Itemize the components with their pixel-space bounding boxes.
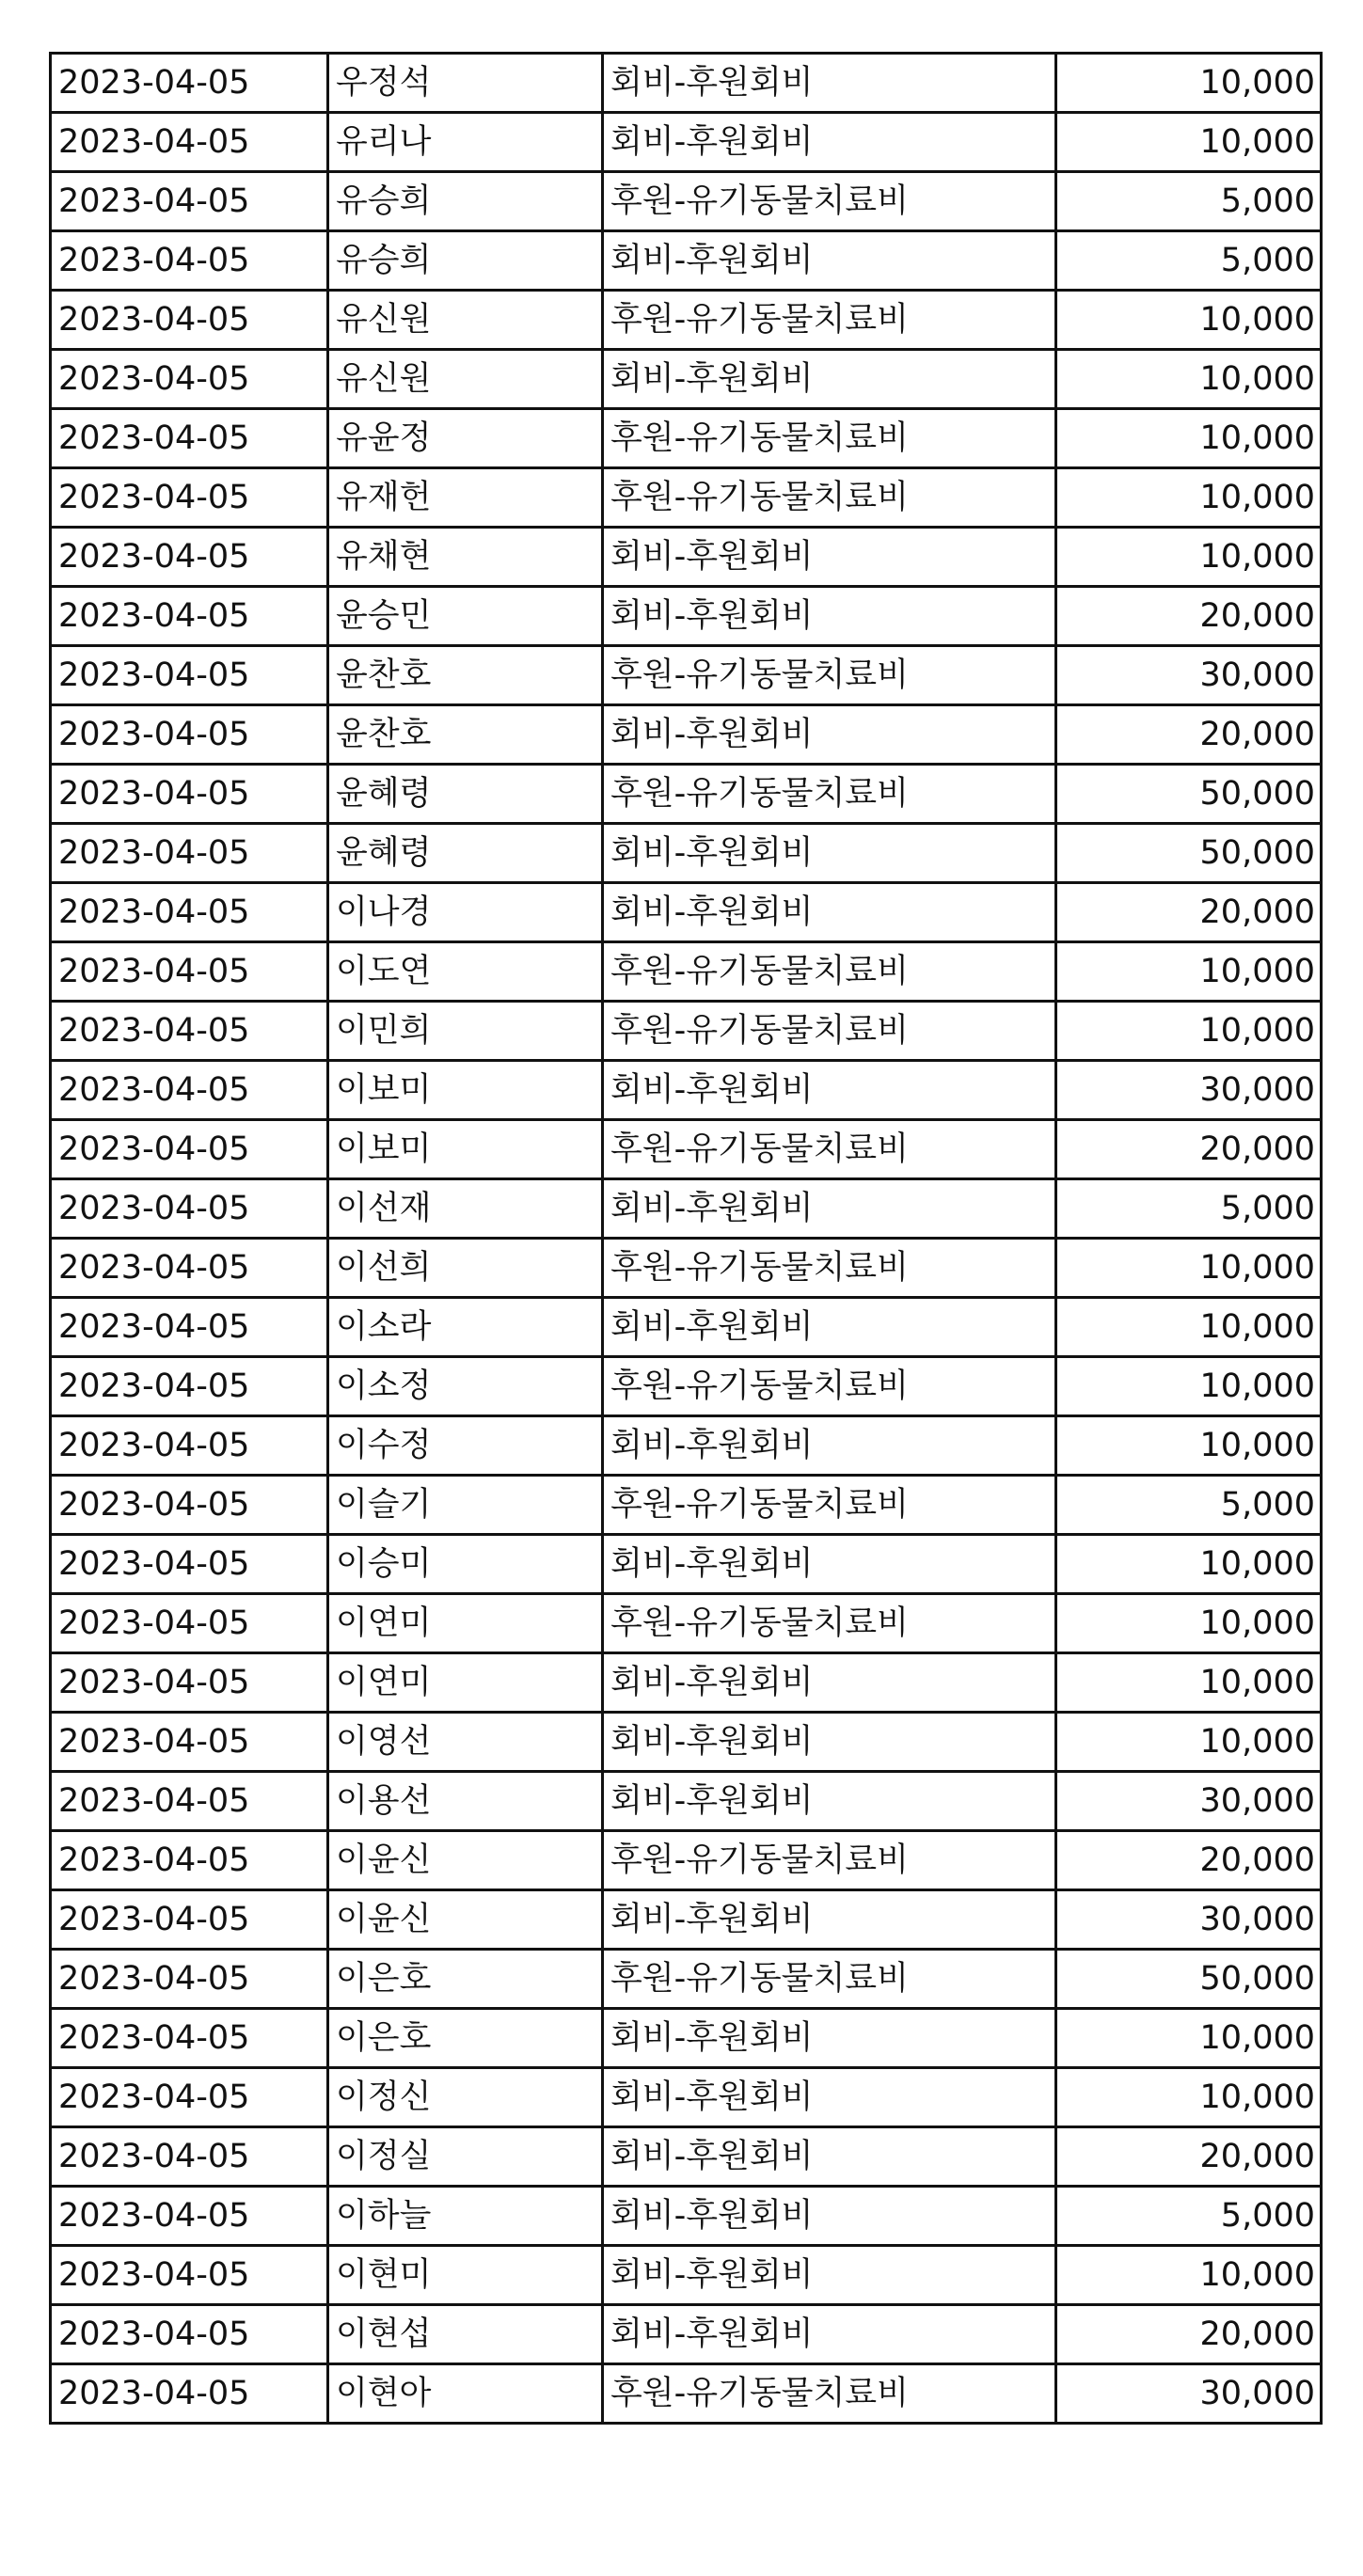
ledger-body [51,54,1322,2424]
date-cell: 2023-04-05 [51,2364,328,2424]
amount-cell: 10,000 [1056,1416,1322,1476]
amount-cell: 10,000 [1056,1357,1322,1416]
table-row [51,1061,1322,1120]
donor-name-cell: 이영선 [328,1713,603,1772]
date-cell: 2023-04-05 [51,1357,328,1416]
amount-cell: 10,000 [1056,2068,1322,2127]
date-cell: 2023-04-05 [51,646,328,705]
category-cell: 후원-유기동물치료비 [603,2364,1056,2424]
amount-cell: 10,000 [1056,1713,1322,1772]
donor-name-cell: 이윤신 [328,1890,603,1950]
table-row [51,883,1322,942]
amount-cell: 20,000 [1056,1831,1322,1890]
table-row [51,705,1322,765]
category-cell: 회비-후원회비 [603,2246,1056,2305]
date-cell: 2023-04-05 [51,2187,328,2246]
date-cell: 2023-04-05 [51,528,328,587]
date-cell: 2023-04-05 [51,1950,328,2009]
table-row [51,2305,1322,2364]
amount-cell: 30,000 [1056,1772,1322,1831]
amount-cell: 50,000 [1056,1950,1322,2009]
date-cell: 2023-04-05 [51,468,328,528]
amount-cell: 10,000 [1056,54,1322,113]
date-cell: 2023-04-05 [51,765,328,824]
category-cell: 후원-유기동물치료비 [603,291,1056,350]
date-cell: 2023-04-05 [51,409,328,468]
donor-name-cell: 윤승민 [328,587,603,646]
table-row [51,942,1322,1002]
category-cell: 회비-후원회비 [603,113,1056,172]
date-cell: 2023-04-05 [51,1772,328,1831]
amount-cell: 50,000 [1056,824,1322,883]
date-cell: 2023-04-05 [51,1416,328,1476]
category-cell: 회비-후원회비 [603,1772,1056,1831]
amount-cell: 10,000 [1056,1298,1322,1357]
category-cell: 회비-후원회비 [603,1298,1056,1357]
category-cell: 후원-유기동물치료비 [603,1476,1056,1535]
amount-cell: 5,000 [1056,2187,1322,2246]
donor-name-cell: 이보미 [328,1120,603,1179]
date-cell: 2023-04-05 [51,1120,328,1179]
table-row [51,646,1322,705]
date-cell: 2023-04-05 [51,231,328,291]
donor-name-cell: 이연미 [328,1594,603,1653]
donor-name-cell: 유승희 [328,231,603,291]
table-row [51,2068,1322,2127]
table-row [51,2364,1322,2424]
date-cell: 2023-04-05 [51,2127,328,2187]
donor-name-cell: 유채현 [328,528,603,587]
amount-cell: 10,000 [1056,2009,1322,2068]
table-row [51,1772,1322,1831]
category-cell: 회비-후원회비 [603,587,1056,646]
table-row [51,231,1322,291]
date-cell: 2023-04-05 [51,1476,328,1535]
amount-cell: 20,000 [1056,1120,1322,1179]
category-cell: 회비-후원회비 [603,2187,1056,2246]
category-cell: 후원-유기동물치료비 [603,1594,1056,1653]
category-cell: 후원-유기동물치료비 [603,1357,1056,1416]
table-row [51,1950,1322,2009]
table-row [51,1179,1322,1239]
donor-name-cell: 이현아 [328,2364,603,2424]
amount-cell: 30,000 [1056,646,1322,705]
amount-cell: 10,000 [1056,942,1322,1002]
donor-name-cell: 이정실 [328,2127,603,2187]
donor-name-cell: 이슬기 [328,1476,603,1535]
category-cell: 회비-후원회비 [603,1535,1056,1594]
donor-name-cell: 유윤정 [328,409,603,468]
table-row [51,1298,1322,1357]
amount-cell: 5,000 [1056,1179,1322,1239]
donor-name-cell: 윤혜령 [328,824,603,883]
category-cell: 회비-후원회비 [603,2068,1056,2127]
table-row [51,824,1322,883]
donor-name-cell: 이수정 [328,1416,603,1476]
donor-name-cell: 이나경 [328,883,603,942]
table-row [51,172,1322,231]
donor-name-cell: 이민희 [328,1002,603,1061]
donor-name-cell: 우정석 [328,54,603,113]
date-cell: 2023-04-05 [51,1653,328,1713]
amount-cell: 30,000 [1056,2364,1322,2424]
donor-name-cell: 이소라 [328,1298,603,1357]
amount-cell: 30,000 [1056,1061,1322,1120]
date-cell: 2023-04-05 [51,705,328,765]
table-row [51,587,1322,646]
date-cell: 2023-04-05 [51,1061,328,1120]
category-cell: 회비-후원회비 [603,231,1056,291]
category-cell: 회비-후원회비 [603,1653,1056,1713]
date-cell: 2023-04-05 [51,1535,328,1594]
date-cell: 2023-04-05 [51,1298,328,1357]
date-cell: 2023-04-05 [51,1831,328,1890]
date-cell: 2023-04-05 [51,350,328,409]
amount-cell: 10,000 [1056,1653,1322,1713]
category-cell: 회비-후원회비 [603,705,1056,765]
date-cell: 2023-04-05 [51,172,328,231]
category-cell: 회비-후원회비 [603,1416,1056,1476]
amount-cell: 10,000 [1056,2246,1322,2305]
category-cell: 회비-후원회비 [603,528,1056,587]
table-row [51,1357,1322,1416]
donor-name-cell: 이선희 [328,1239,603,1298]
category-cell: 후원-유기동물치료비 [603,942,1056,1002]
donor-name-cell: 이윤신 [328,1831,603,1890]
date-cell: 2023-04-05 [51,2246,328,2305]
table-row [51,2246,1322,2305]
table-row [51,54,1322,113]
category-cell: 후원-유기동물치료비 [603,468,1056,528]
donor-name-cell: 유승희 [328,172,603,231]
donor-name-cell: 윤혜령 [328,765,603,824]
date-cell: 2023-04-05 [51,1713,328,1772]
donor-name-cell: 유신원 [328,291,603,350]
category-cell: 회비-후원회비 [603,2127,1056,2187]
amount-cell: 10,000 [1056,1535,1322,1594]
category-cell: 후원-유기동물치료비 [603,172,1056,231]
date-cell: 2023-04-05 [51,883,328,942]
table-row [51,1239,1322,1298]
amount-cell: 10,000 [1056,409,1322,468]
amount-cell: 5,000 [1056,1476,1322,1535]
table-row [51,1476,1322,1535]
date-cell: 2023-04-05 [51,824,328,883]
category-cell: 후원-유기동물치료비 [603,1239,1056,1298]
donor-name-cell: 윤찬호 [328,646,603,705]
table-row [51,1653,1322,1713]
donor-name-cell: 이소정 [328,1357,603,1416]
category-cell: 회비-후원회비 [603,824,1056,883]
date-cell: 2023-04-05 [51,2305,328,2364]
amount-cell: 10,000 [1056,1594,1322,1653]
category-cell: 후원-유기동물치료비 [603,409,1056,468]
date-cell: 2023-04-05 [51,2068,328,2127]
category-cell: 회비-후원회비 [603,2009,1056,2068]
amount-cell: 30,000 [1056,1890,1322,1950]
amount-cell: 20,000 [1056,883,1322,942]
amount-cell: 5,000 [1056,172,1322,231]
category-cell: 후원-유기동물치료비 [603,765,1056,824]
table-row [51,409,1322,468]
donor-name-cell: 이은호 [328,2009,603,2068]
donor-name-cell: 이현미 [328,2246,603,2305]
category-cell: 회비-후원회비 [603,1061,1056,1120]
table-row [51,468,1322,528]
donor-name-cell: 유신원 [328,350,603,409]
date-cell: 2023-04-05 [51,942,328,1002]
date-cell: 2023-04-05 [51,2009,328,2068]
donor-name-cell: 이연미 [328,1653,603,1713]
table-row [51,2009,1322,2068]
donor-name-cell: 이용선 [328,1772,603,1831]
category-cell: 회비-후원회비 [603,350,1056,409]
table-row [51,1831,1322,1890]
donation-ledger-table [49,52,1323,2425]
table-row [51,1535,1322,1594]
category-cell: 후원-유기동물치료비 [603,1002,1056,1061]
category-cell: 후원-유기동물치료비 [603,1120,1056,1179]
table-row [51,1890,1322,1950]
table-row [51,2187,1322,2246]
category-cell: 후원-유기동물치료비 [603,1831,1056,1890]
amount-cell: 20,000 [1056,2127,1322,2187]
amount-cell: 50,000 [1056,765,1322,824]
amount-cell: 20,000 [1056,2305,1322,2364]
donor-name-cell: 유리나 [328,113,603,172]
donor-name-cell: 이정신 [328,2068,603,2127]
category-cell: 회비-후원회비 [603,1179,1056,1239]
table-row [51,350,1322,409]
donor-name-cell: 이도연 [328,942,603,1002]
date-cell: 2023-04-05 [51,1002,328,1061]
category-cell: 회비-후원회비 [603,883,1056,942]
table-row [51,2127,1322,2187]
table-row [51,291,1322,350]
date-cell: 2023-04-05 [51,1594,328,1653]
amount-cell: 5,000 [1056,231,1322,291]
amount-cell: 10,000 [1056,291,1322,350]
date-cell: 2023-04-05 [51,54,328,113]
table-row [51,1594,1322,1653]
donor-name-cell: 이하늘 [328,2187,603,2246]
category-cell: 후원-유기동물치료비 [603,1950,1056,2009]
amount-cell: 10,000 [1056,350,1322,409]
amount-cell: 20,000 [1056,705,1322,765]
table-row [51,1713,1322,1772]
donor-name-cell: 이현섭 [328,2305,603,2364]
donor-name-cell: 이선재 [328,1179,603,1239]
amount-cell: 20,000 [1056,587,1322,646]
table-row [51,528,1322,587]
date-cell: 2023-04-05 [51,1179,328,1239]
category-cell: 회비-후원회비 [603,2305,1056,2364]
donor-name-cell: 이보미 [328,1061,603,1120]
amount-cell: 10,000 [1056,1239,1322,1298]
table-row [51,113,1322,172]
donor-name-cell: 이은호 [328,1950,603,2009]
table-row [51,1120,1322,1179]
amount-cell: 10,000 [1056,468,1322,528]
date-cell: 2023-04-05 [51,1239,328,1298]
date-cell: 2023-04-05 [51,587,328,646]
category-cell: 회비-후원회비 [603,54,1056,113]
table-row [51,765,1322,824]
amount-cell: 10,000 [1056,113,1322,172]
category-cell: 회비-후원회비 [603,1713,1056,1772]
donor-name-cell: 유재헌 [328,468,603,528]
date-cell: 2023-04-05 [51,291,328,350]
category-cell: 회비-후원회비 [603,1890,1056,1950]
donor-name-cell: 윤찬호 [328,705,603,765]
date-cell: 2023-04-05 [51,113,328,172]
amount-cell: 10,000 [1056,528,1322,587]
table-row [51,1416,1322,1476]
table-row [51,1002,1322,1061]
date-cell: 2023-04-05 [51,1890,328,1950]
donor-name-cell: 이승미 [328,1535,603,1594]
category-cell: 후원-유기동물치료비 [603,646,1056,705]
amount-cell: 10,000 [1056,1002,1322,1061]
